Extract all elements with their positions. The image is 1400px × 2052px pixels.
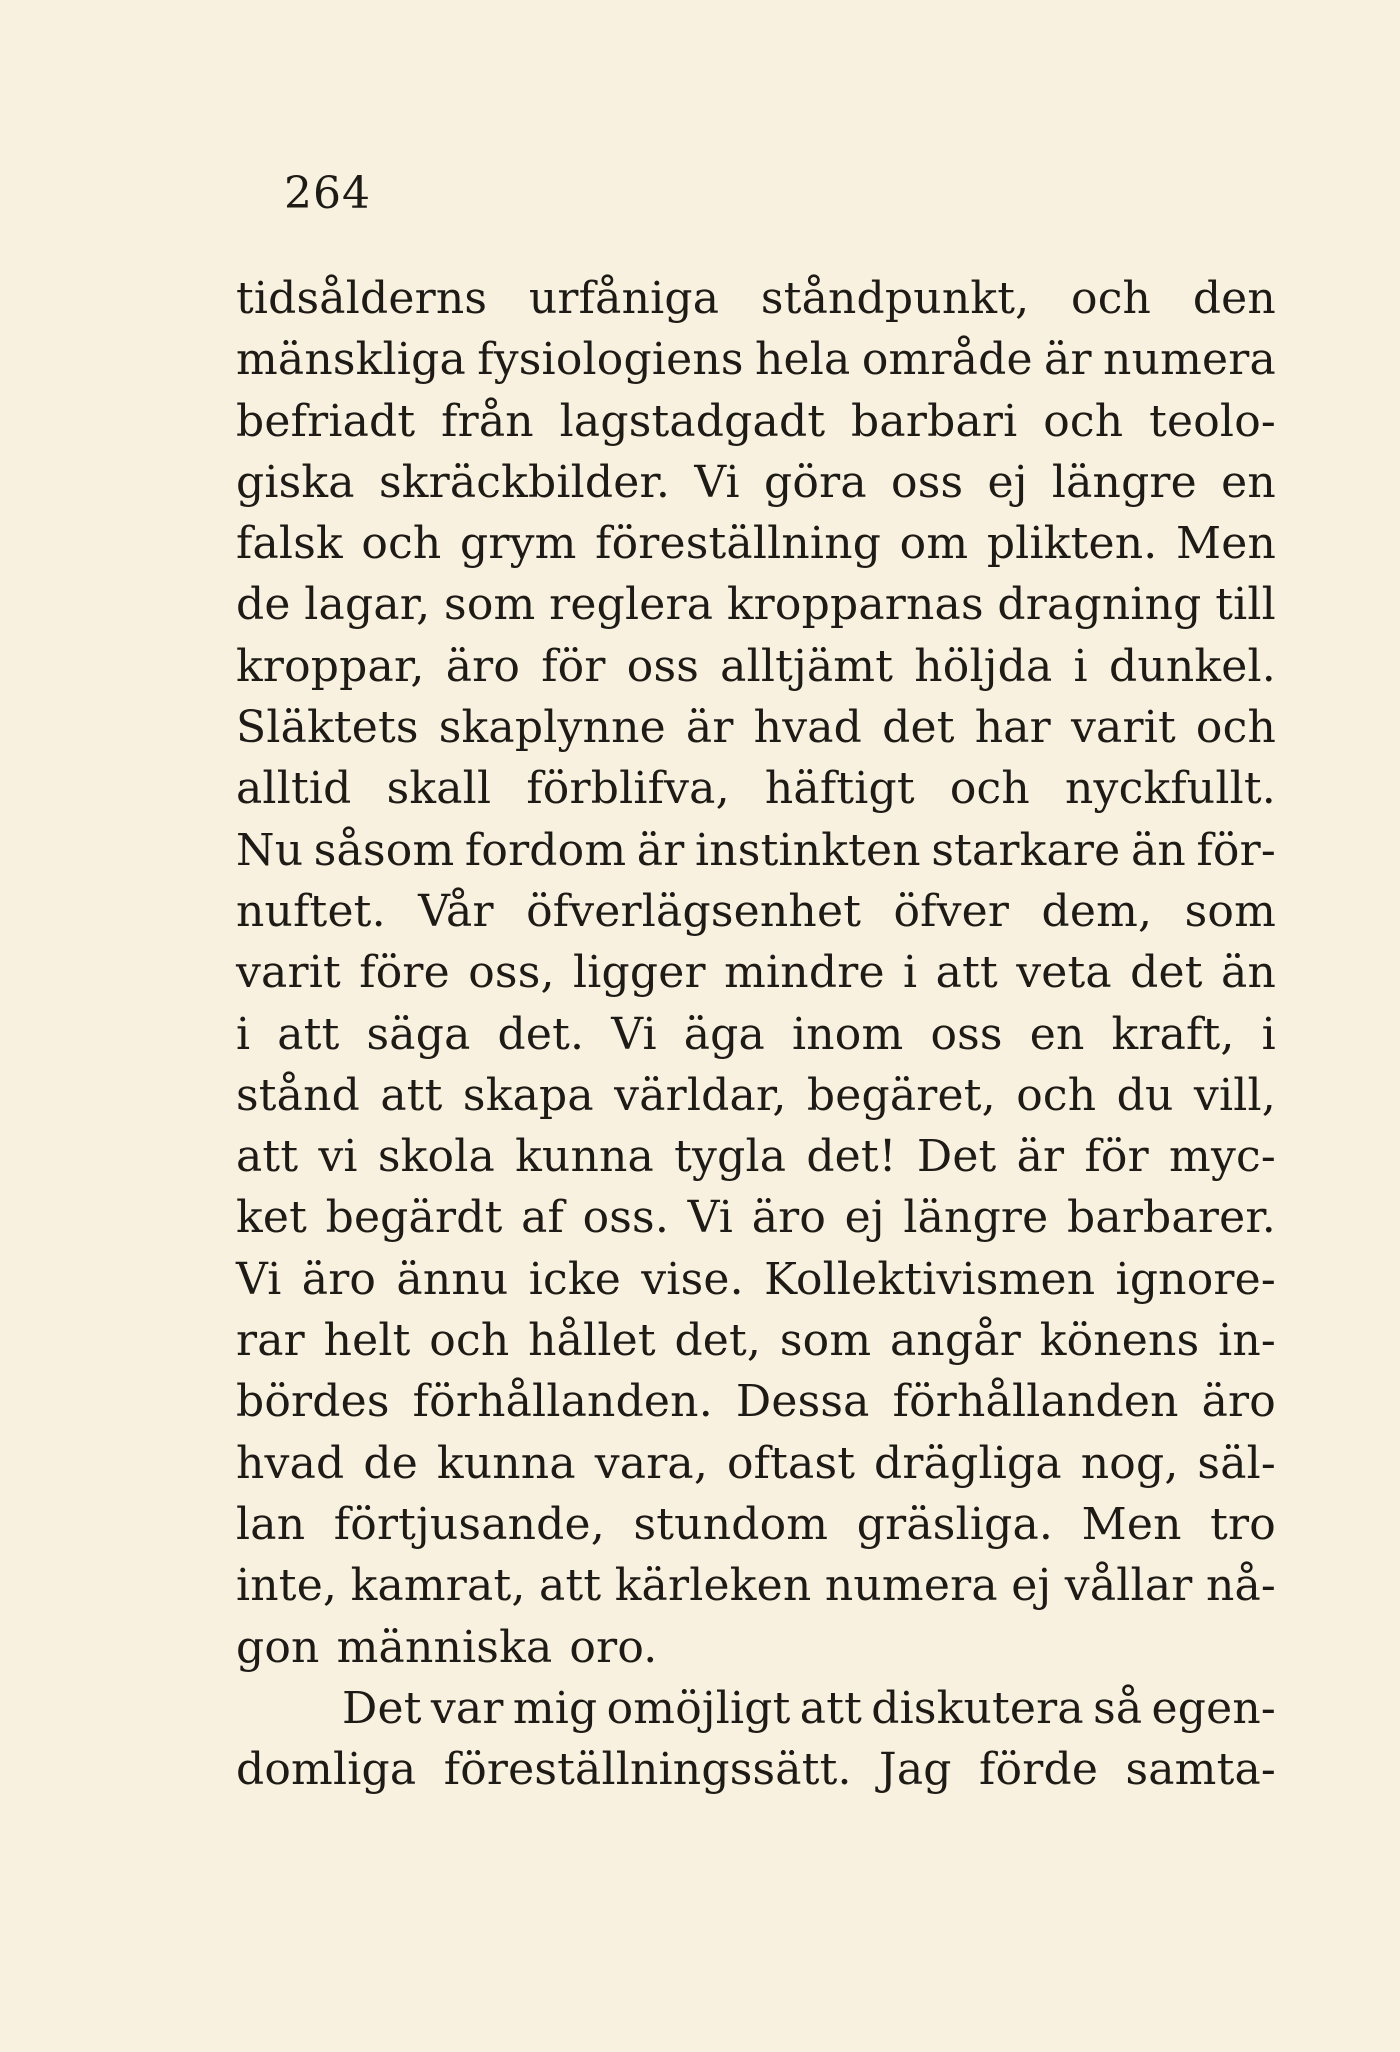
word: veta — [1016, 947, 1112, 999]
text-line — [236, 820, 1276, 881]
word: Vi — [236, 1253, 282, 1305]
word: oftast — [726, 1437, 856, 1489]
word: tidsålderns — [236, 273, 488, 324]
word: längre — [903, 1192, 1049, 1244]
word: en — [1029, 1008, 1085, 1060]
word: att — [799, 1682, 862, 1734]
word: alltjämt — [720, 640, 894, 692]
word: oss. — [582, 1192, 670, 1244]
word: dunkel. — [1108, 640, 1276, 692]
word: omöjligt — [606, 1682, 791, 1734]
word: att — [539, 1560, 602, 1612]
text-line — [236, 1065, 1276, 1126]
word: som — [444, 579, 536, 631]
word: gräsliga. — [856, 1498, 1054, 1550]
word: hvad — [236, 1437, 345, 1489]
word: skapa — [462, 1069, 594, 1121]
word: diskutera — [871, 1682, 1084, 1734]
word: stundom — [633, 1498, 829, 1550]
word: myc- — [1169, 1131, 1276, 1183]
word: säl- — [1197, 1437, 1276, 1489]
word: göra — [764, 456, 867, 508]
word: kroppar, — [236, 640, 425, 692]
word: att — [277, 1008, 340, 1060]
word: fysiologiens — [477, 334, 744, 386]
word: nog, — [1080, 1437, 1179, 1489]
word: hela — [755, 334, 851, 386]
text-line — [236, 391, 1276, 452]
word: kropparnas — [726, 579, 984, 631]
word: hvad — [753, 702, 863, 754]
word: en — [1221, 456, 1276, 508]
word: begärdt — [325, 1192, 503, 1244]
word: plikten. — [986, 518, 1158, 570]
word: Det — [916, 1131, 997, 1183]
word: för — [1084, 1131, 1149, 1183]
word: mänskliga — [236, 334, 466, 386]
word: kamrat, — [350, 1560, 526, 1612]
word: förhållanden — [892, 1376, 1179, 1428]
text-line — [236, 1310, 1276, 1371]
word: ännu — [396, 1253, 509, 1305]
text-line — [236, 1249, 1276, 1310]
word: äro — [1201, 1376, 1276, 1428]
word: mindre — [724, 947, 885, 999]
word: teolo- — [1149, 395, 1276, 447]
word: och — [429, 1315, 510, 1367]
word: vållar — [1064, 1560, 1193, 1612]
word: hållet — [528, 1315, 656, 1367]
word: Vi — [694, 456, 740, 508]
word: oss — [930, 1008, 1003, 1060]
word: skola — [377, 1131, 495, 1183]
word: angår — [889, 1315, 1021, 1367]
word: längre — [1051, 456, 1197, 508]
text-line — [236, 1187, 1276, 1248]
word: kunna — [436, 1437, 576, 1489]
text-line — [236, 268, 1276, 329]
text-line — [236, 1739, 1276, 1800]
word: alltid — [236, 763, 352, 815]
word: öfver — [893, 885, 1010, 937]
word: vi — [318, 1131, 358, 1183]
word: oro. — [569, 1621, 658, 1673]
word: ignore- — [1115, 1253, 1276, 1305]
word: Men — [1081, 1498, 1182, 1550]
text-line — [236, 1004, 1276, 1065]
word: skall — [386, 763, 492, 815]
word: föreställning — [595, 518, 882, 570]
word: äro — [751, 1192, 827, 1244]
word: Släktets — [236, 702, 419, 754]
word: äro — [301, 1253, 377, 1305]
word: fordom — [464, 824, 627, 876]
body-text — [236, 268, 1276, 1800]
word: in- — [1218, 1315, 1276, 1367]
word: numera — [1103, 334, 1276, 386]
word: människa — [336, 1621, 553, 1673]
word: mig — [512, 1682, 598, 1734]
word: som — [1184, 885, 1276, 937]
word: världar, — [614, 1069, 787, 1121]
word: Vår — [418, 885, 494, 937]
text-line — [236, 1678, 1276, 1739]
word: som — [779, 1315, 872, 1367]
word: skräckbilder. — [378, 456, 671, 508]
word: barbari — [851, 395, 1018, 447]
text-line — [236, 1494, 1276, 1555]
word: från — [441, 395, 534, 447]
word: var — [430, 1682, 504, 1734]
text-line — [236, 1617, 1276, 1678]
word: Jag — [879, 1744, 952, 1796]
word: af — [521, 1192, 564, 1244]
word: instinkten — [694, 824, 921, 876]
word: äga — [683, 1008, 765, 1060]
word: häftigt — [764, 763, 915, 815]
word: grym — [459, 518, 577, 570]
word: förhållanden. — [412, 1376, 713, 1428]
word: bördes — [236, 1376, 390, 1428]
word: gon — [236, 1621, 320, 1673]
word: Kollektivismen — [764, 1253, 1096, 1305]
word: stånd — [236, 1069, 360, 1121]
word: skaplynne — [438, 702, 666, 754]
word: dem, — [1041, 885, 1153, 937]
page-number: 264 — [284, 168, 371, 219]
word: dragning — [997, 579, 1202, 631]
word: än — [1130, 824, 1186, 876]
word: det! — [806, 1131, 897, 1183]
word: förblifva, — [526, 763, 730, 815]
word: begäret, — [806, 1069, 996, 1121]
word: reglera — [549, 579, 714, 631]
word: tro — [1210, 1498, 1276, 1550]
word: icke — [528, 1253, 621, 1305]
word: inom — [792, 1008, 904, 1060]
word: är — [685, 702, 734, 754]
word: du — [1116, 1069, 1174, 1121]
text-line — [236, 1126, 1276, 1187]
word: att — [236, 1131, 299, 1183]
word: är — [1044, 334, 1092, 386]
word: numera — [824, 1560, 998, 1612]
word: de — [363, 1437, 418, 1489]
word: lagar, — [304, 579, 431, 631]
word: förde — [979, 1744, 1099, 1796]
text-line — [236, 452, 1276, 513]
word: är — [636, 824, 685, 876]
word: drägliga — [874, 1437, 1062, 1489]
text-line — [236, 513, 1276, 574]
word: säga — [366, 1008, 471, 1060]
word: samta- — [1125, 1744, 1276, 1796]
text-line — [236, 636, 1276, 697]
word: och — [949, 763, 1030, 815]
word: och — [1043, 395, 1124, 447]
word: och — [1016, 1069, 1097, 1121]
word: domliga — [236, 1744, 417, 1796]
text-line — [236, 1433, 1276, 1494]
word: område — [861, 334, 1033, 386]
word: oss, — [468, 947, 555, 999]
word: nyckfullt. — [1065, 763, 1276, 815]
word: nå- — [1205, 1560, 1276, 1612]
word: Vi — [687, 1192, 734, 1244]
word: det — [1130, 947, 1203, 999]
word: är — [1016, 1131, 1065, 1183]
word: ligger — [573, 947, 706, 999]
word: äro — [445, 640, 521, 692]
word: såsom — [313, 824, 455, 876]
word: öfverlägsenhet — [526, 885, 862, 937]
word: kunna — [515, 1131, 654, 1183]
word: och — [1195, 702, 1276, 754]
word: varit — [236, 947, 341, 999]
word: det, — [674, 1315, 762, 1367]
word: i — [903, 947, 918, 999]
word: höljda — [914, 640, 1053, 692]
word: barbarer. — [1067, 1192, 1276, 1244]
word: för — [541, 640, 606, 692]
word: i — [1261, 1008, 1276, 1060]
text-line — [236, 881, 1276, 942]
word: föreställningssätt. — [443, 1744, 852, 1796]
word: könens — [1039, 1315, 1200, 1367]
word: tygla — [674, 1131, 787, 1183]
word: ej — [844, 1192, 885, 1244]
word: vara, — [594, 1437, 709, 1489]
word: kraft, — [1111, 1008, 1235, 1060]
word: och — [361, 518, 442, 570]
word: vill, — [1193, 1069, 1276, 1121]
word: giska — [236, 456, 355, 508]
word: befriadt — [236, 395, 416, 447]
word: lagstadgadt — [559, 395, 826, 447]
word: Men — [1175, 518, 1276, 570]
word: inte, — [236, 1560, 338, 1612]
word: att — [380, 1069, 443, 1121]
word: att — [935, 947, 998, 999]
word: ej — [987, 456, 1028, 508]
word: Vi — [611, 1008, 657, 1060]
word: kärleken — [614, 1560, 812, 1612]
text-line — [236, 942, 1276, 1003]
word: nuftet. — [236, 885, 386, 937]
word: i — [236, 1008, 251, 1060]
text-line — [236, 329, 1276, 390]
word: för- — [1196, 824, 1276, 876]
word: har — [974, 702, 1051, 754]
word: varit — [1070, 702, 1176, 754]
word: oss — [626, 640, 700, 692]
word: Det — [342, 1682, 422, 1734]
word: lan — [236, 1498, 306, 1550]
text-line — [236, 1555, 1276, 1616]
word: så — [1093, 1682, 1143, 1734]
word: före — [359, 947, 450, 999]
word: oss — [891, 456, 964, 508]
word: ket — [236, 1192, 307, 1244]
word: och — [1071, 273, 1152, 324]
word: urfåniga — [528, 273, 720, 324]
text-line — [236, 697, 1276, 758]
word: förtjusande, — [333, 1498, 605, 1550]
word: de — [236, 579, 291, 631]
word: Dessa — [735, 1376, 870, 1428]
word: den — [1192, 273, 1276, 324]
word: vise. — [641, 1253, 744, 1305]
word: rar — [236, 1315, 305, 1367]
word: till — [1215, 579, 1276, 631]
word: det — [882, 702, 955, 754]
word: i — [1073, 640, 1088, 692]
word: Nu — [236, 824, 304, 876]
word: än — [1221, 947, 1276, 999]
word: starkare — [931, 824, 1121, 876]
text-line — [236, 1371, 1276, 1432]
word: falsk — [236, 518, 343, 570]
text-line — [236, 758, 1276, 819]
word: egen- — [1151, 1682, 1276, 1734]
word: ej — [1011, 1560, 1052, 1612]
word: om — [899, 518, 969, 570]
word: helt — [323, 1315, 411, 1367]
word: det. — [497, 1008, 585, 1060]
text-line — [236, 574, 1276, 635]
word: ståndpunkt, — [760, 273, 1030, 324]
